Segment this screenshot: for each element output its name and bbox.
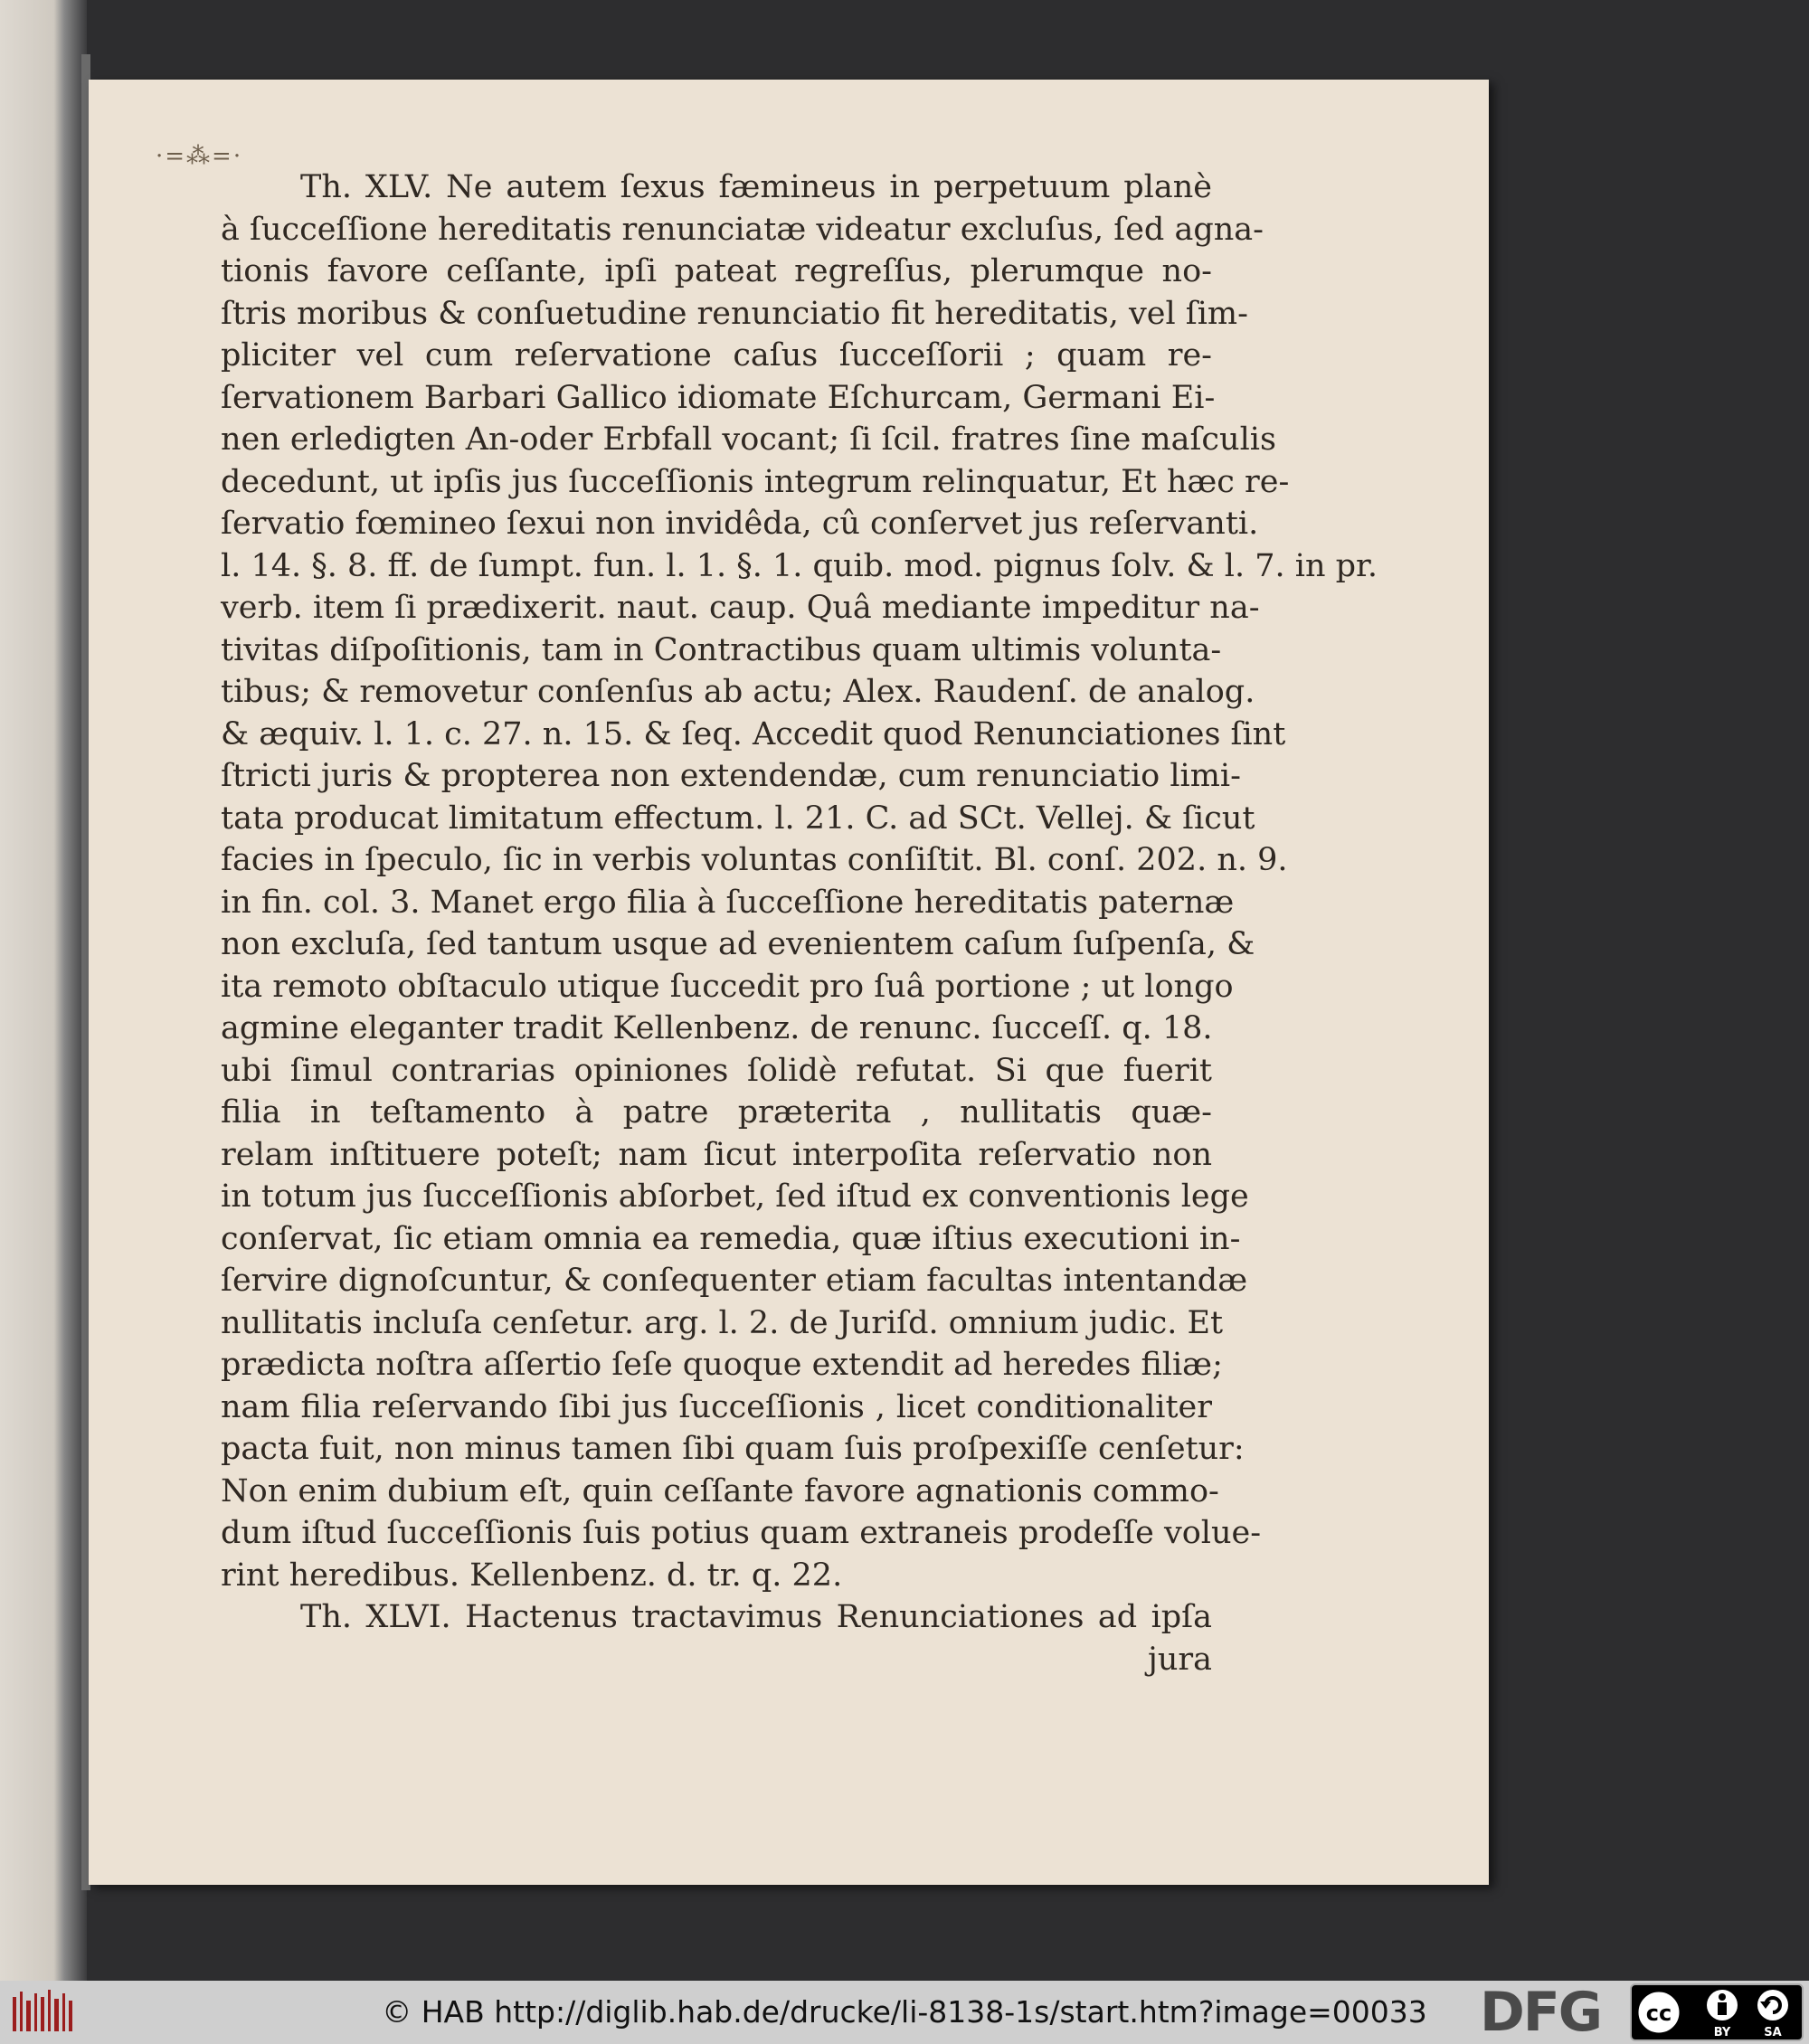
cc-license-badge[interactable]: [1630, 1983, 1804, 2041]
by-label: BY: [1713, 2026, 1731, 2039]
catchword: jura: [1148, 1641, 1212, 1678]
printer-ornament: ·=⁂=·: [156, 143, 243, 170]
text-line: & æquiv. l. 1. c. 27. n. 15. & ſeq. Accedit quod Renunciationes ſint: [221, 715, 1286, 752]
cc-by-sa-icon: [1632, 1985, 1802, 2039]
text-line: non excluſa, ſed tantum usque ad evenientem caſum ſuſpenſa, &: [221, 926, 1255, 962]
text-line: tata producat limitatum effectum. l. 21. C. ad SCt. Vellej. & ſicut: [221, 800, 1255, 837]
text-line: Th. XLVI. Hactenus tractavimus Renunciationes ad ipſa: [300, 1599, 1212, 1635]
text-line: Non enim dubium eſt, quin ceſſante favore agnationis commo-: [221, 1472, 1219, 1509]
text-line: ubi ſimul contrarias opiniones ſolidè refutat. Si que fuerit: [221, 1052, 1212, 1089]
text-line: ſtris moribus & conſuetudine renunciatio fit hereditatis, vel ſim-: [221, 295, 1248, 332]
text-line: in fin. col. 3. Manet ergo filia à ſucceſſione hereditatis paternæ: [221, 884, 1235, 921]
text-line: l. 14. §. 8. ff. de ſumpt. fun. l. 1. §. 1. quib. mod. pignus ſolv. & l. 7. in pr.: [221, 547, 1378, 584]
text-line: à ſucceſſione hereditatis renunciatæ videatur excluſus, ſed agna-: [221, 211, 1264, 248]
text-line: in totum jus ſucceſſionis abſorbet, ſed iſtud ex conventionis lege: [221, 1178, 1249, 1215]
text-line: decedunt, ut ipſis jus ſucceſſionis integrum relinquatur, Et hæc re-: [221, 463, 1290, 500]
svg-text:cc: cc: [1645, 2001, 1672, 2026]
barcode-logo-icon: [9, 1988, 74, 2037]
text-line: ita remoto obſtaculo utique ſuccedit pro ſuâ portione ; ut longo: [221, 968, 1234, 1005]
text-line: tivitas diſpoſitionis, tam in Contractibus quam ultimis volunta-: [221, 631, 1222, 668]
text-line: nam filia reſervando ſibi jus ſucceſſionis , licet conditionaliter: [221, 1388, 1212, 1425]
page-text: [221, 166, 1378, 1680]
text-line: Th. XLV. Ne autem ſexus fæmineus in perpetuum planè: [300, 169, 1212, 205]
sa-icon: [1757, 1990, 1788, 2020]
text-line: relam inſtituere poteſt; nam ſicut interpoſita reſervatio non: [221, 1136, 1212, 1173]
adjacent-page-edge: [0, 0, 87, 1981]
text-line: rint heredibus. Kellenbenz. d. tr. q. 22.: [221, 1557, 843, 1594]
text-line: pliciter vel cum reſervatione caſus ſucceſſorii ; quam re-: [221, 337, 1212, 374]
copyright-link[interactable]: © HAB http://diglib.hab.de/drucke/li-8138-1s/start.htm?image=00033: [382, 1994, 1427, 2030]
text-line: ſervatio fœmineo ſexui non invidêda, cû conſervet jus reſervanti.: [221, 506, 1259, 542]
text-line: pacta fuit, non minus tamen ſibi quam ſuis proſpexiſſe cenſetur:: [221, 1431, 1245, 1467]
text-line: nen erledigten An-oder Erbfall vocant; ſi ſcil. fratres ſine maſculis: [221, 421, 1276, 458]
text-line: dum iſtud ſucceſſionis ſuis potius quam extraneis prodeſſe volue-: [221, 1515, 1262, 1551]
text-line: prædicta noſtra aſſertio ſeſe quoque extendit ad heredes filiæ;: [221, 1347, 1223, 1383]
text-line: ſervire dignoſcuntur, & conſequenter etiam facultas intentandæ: [221, 1263, 1248, 1299]
text-line: verb. item ſi prædixerit. naut. caup. Quâ mediante impeditur na-: [221, 590, 1260, 626]
text-line: ſtricti juris & propterea non extendendæ, cum renunciatio limi-: [221, 758, 1241, 794]
dfg-logo[interactable]: DFG: [1480, 1981, 1602, 2044]
text-line: tibus; & removetur conſenſus ab actu; Alex. Raudenſ. de analog.: [221, 674, 1255, 710]
text-line: tionis favore ceſſante, ipſi pateat regreſſus, plerumque no-: [221, 253, 1212, 289]
text-line: conſervat, ſic etiam omnia ea remedia, quæ iſtius executioni in-: [221, 1220, 1241, 1257]
text-line: agmine eleganter tradit Kellenbenz. de renunc. ſucceſſ. q. 18.: [221, 1010, 1213, 1046]
text-line: nullitatis incluſa cenſetur. arg. l. 2. de Juriſd. omnium judic. Et: [221, 1304, 1224, 1341]
text-line: ſervationem Barbari Gallico idiomate Eſchurcam, Germani Ei-: [221, 379, 1216, 416]
text-line: facies in ſpeculo, ſic in verbis voluntas conſiſtit. Bl. conſ. 202. n. 9.: [221, 842, 1288, 878]
text-line: filia in teſtamento à patre præterita , nullitatis quæ-: [221, 1094, 1212, 1131]
sa-label: SA: [1764, 2026, 1782, 2039]
